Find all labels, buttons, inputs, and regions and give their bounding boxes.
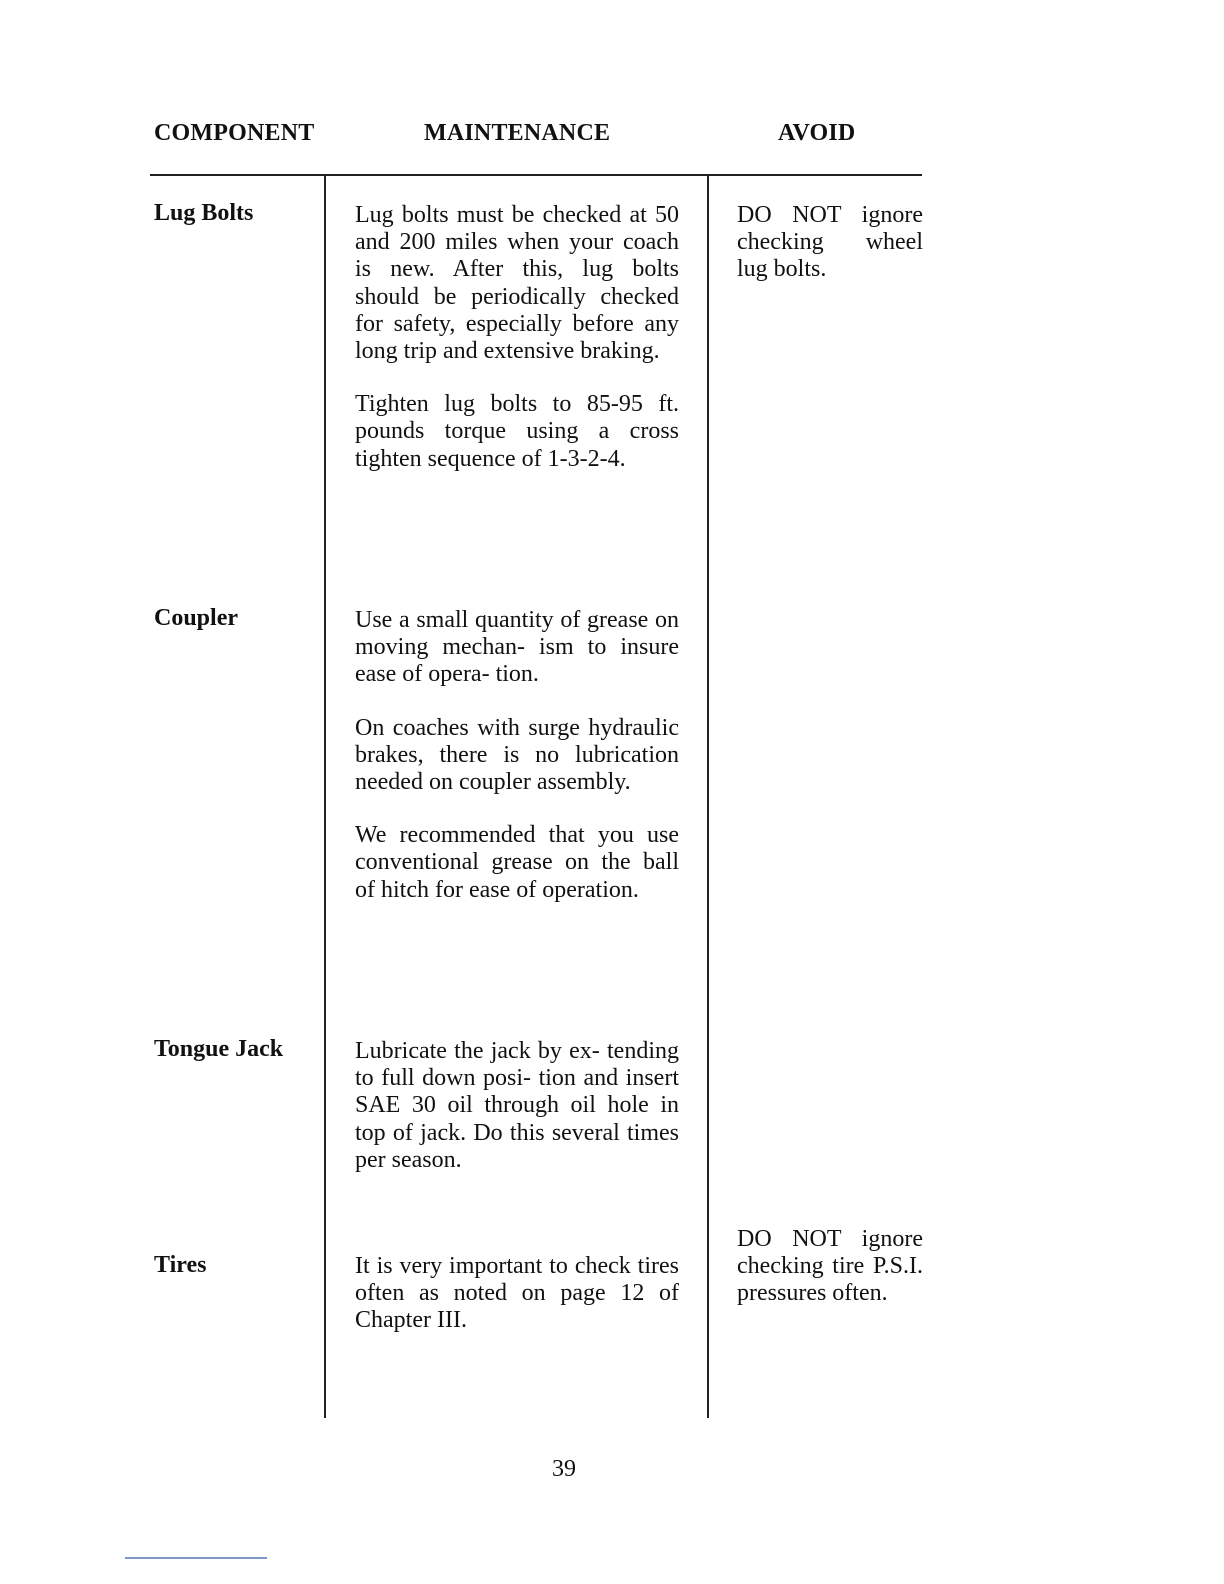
maintenance-paragraph: It is very important to check tires often as noted on page 12 of Chapter III.: [355, 1253, 679, 1334]
header-component: COMPONENT: [154, 120, 315, 146]
header-avoid: AVOID: [778, 120, 856, 146]
maintenance-paragraph: Tighten lug bolts to 85-95 ft. pounds torque using a cross tighten sequence of 1-3-2-4.: [355, 391, 679, 472]
maintenance-paragraph: Lubricate the jack by ex- tending to full down posi- tion and insert SAE 30 oil through oil hole in top of jack. Do this several times per season.: [355, 1038, 679, 1173]
avoid-lug-bolts: DO NOT ignore checking wheel lug bolts.: [737, 202, 923, 283]
maintenance-tongue-jack: [355, 1038, 679, 1174]
component-tires: Tires: [154, 1252, 207, 1278]
component-lug-bolts: Lug Bolts: [154, 200, 254, 226]
maintenance-coupler: [355, 607, 679, 904]
avoid-tires: DO NOT ignore checking tire P.S.I. pressures often.: [737, 1226, 923, 1307]
component-tongue-jack: Tongue Jack: [154, 1036, 284, 1062]
maintenance-paragraph: Lug bolts must be checked at 50 and 200 miles when your coach is new. After this, lug bolts should be periodically checked for safety, especially before any long trip and extensive braking.: [355, 202, 679, 365]
page-number: 39: [552, 1456, 576, 1482]
maintenance-tires: [355, 1253, 679, 1335]
component-coupler: Coupler: [154, 605, 238, 631]
header-rule: [150, 174, 922, 176]
footer-rule: [125, 1557, 267, 1559]
maintenance-paragraph: Use a small quantity of grease on moving mechan- ism to insure ease of opera- tion.: [355, 607, 679, 688]
maintenance-lug-bolts: [355, 202, 679, 473]
maintenance-paragraph: We recommended that you use conventional grease on the ball of hitch for ease of operation.: [355, 822, 679, 903]
header-maintenance: MAINTENANCE: [424, 120, 611, 146]
maintenance-paragraph: On coaches with surge hydraulic brakes, there is no lubrication needed on coupler assembly.: [355, 714, 679, 796]
column-divider-left: [324, 176, 326, 1418]
column-divider-right: [707, 176, 709, 1418]
